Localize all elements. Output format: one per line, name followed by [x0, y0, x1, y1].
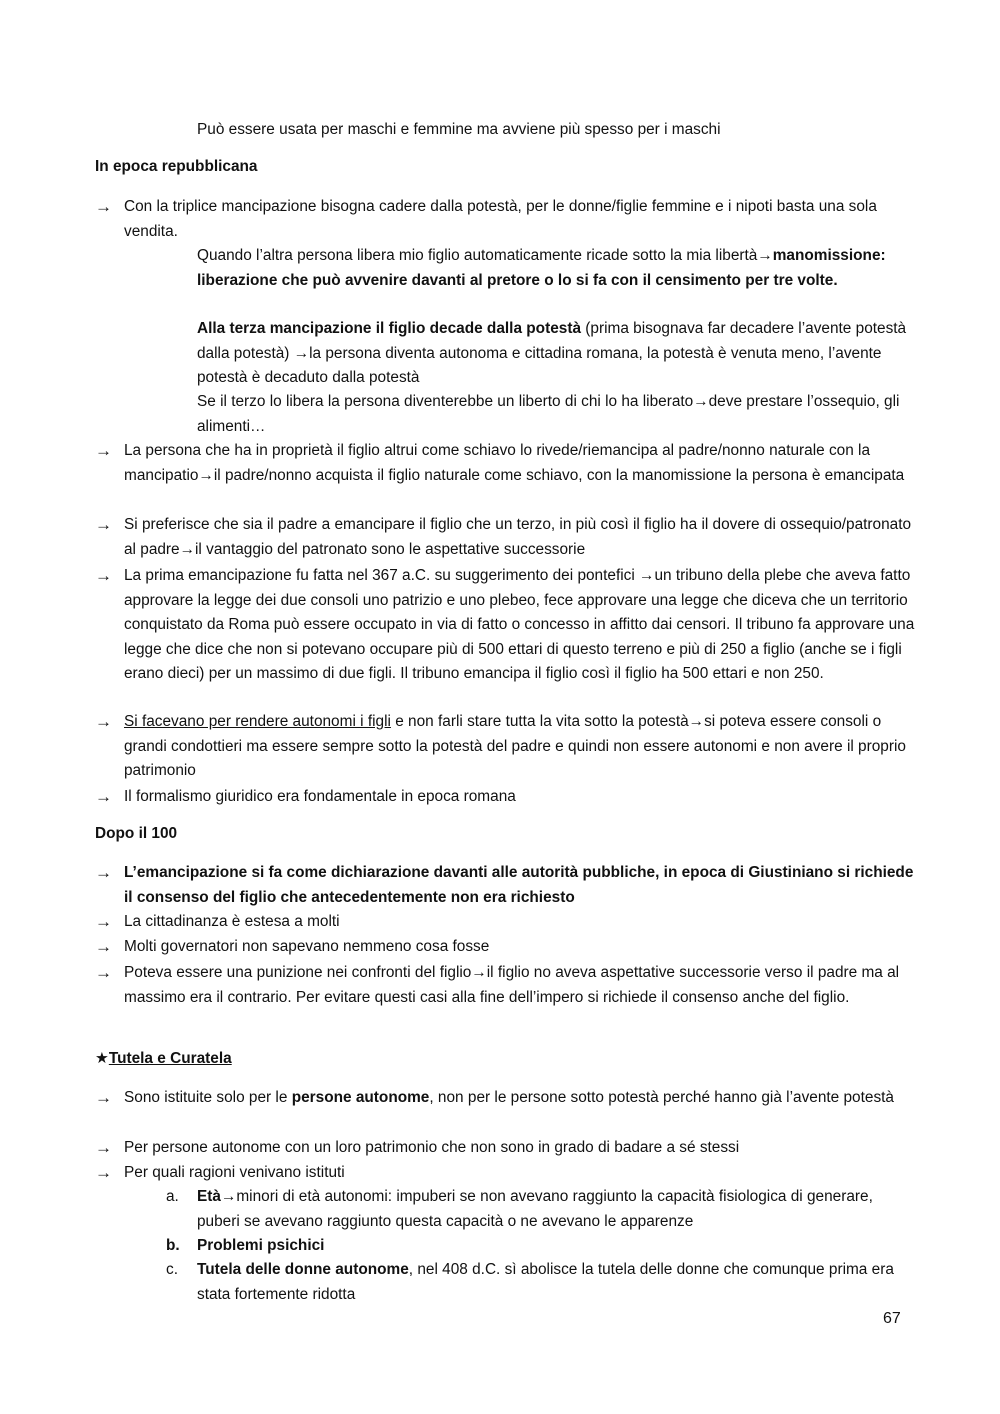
list-item-text: Si facevano per rendere autonomi i figli e non farli stare tutta la vita sotto la potestà→si poteva essere consoli o grandi condottieri ma essere sempre sotto la potestà del padre e quindi non essere autonomi e non avere il proprio patrimonio	[124, 713, 906, 779]
list-item	[95, 710, 915, 784]
list-item	[95, 961, 915, 1010]
arrow-bullet-icon: →	[95, 963, 112, 982]
arrow-bullet-icon: →	[95, 1138, 112, 1157]
list-item	[95, 785, 915, 810]
list-item-text: Con la triplice mancipazione bisogna cadere dalla potestà, per le donne/figlie femmine e i nipoti basta una sola vendita.	[124, 198, 877, 240]
intro-line: Può essere usata per maschi e femmine ma avviene più spesso per i maschi	[197, 121, 721, 138]
list-item	[95, 910, 915, 935]
section-heading-dopo-100: Dopo il 100	[95, 825, 178, 842]
page-number: 67	[883, 1310, 901, 1327]
section-heading-tutela: ★Tutela e Curatela	[95, 1050, 232, 1067]
arrow-bullet-icon: →	[95, 787, 112, 806]
sub-list-text: Età→minori di età autonomi: impuberi se non avevano raggiunto la capacità fisiologica di generare, puberi se avevano raggiunto questa capacità o ne avevano le apparenze	[197, 1188, 873, 1230]
sub-list-label: a.	[166, 1188, 179, 1205]
arrow-icon: →	[198, 466, 214, 484]
list-item	[95, 1086, 915, 1111]
sub-list-item-c	[166, 1258, 916, 1307]
section-heading-repubblicana: In epoca repubblicana	[95, 158, 258, 175]
star-icon: ★	[95, 1050, 109, 1067]
list-item	[95, 195, 915, 244]
list-item-text: La prima emancipazione fu fatta nel 367 a.C. su suggerimento dei pontefici →un tribuno della plebe che aveva fatto approvare la legge dei due consoli uno patrizio e uno plebeo, fece approvare una legge che diceva che un territorio conquistato da Roma può essere occupato in via di fatto o concesso in affitto dai censori. Il tribuno fa approvare una legge che dice che non si potevano occupare più di 500 ettari di questo terreno e più di 250 a figlio (anche se i figli erano dieci) per un massimo di due figli. Il tribuno emancipa il figlio così il figlio ha 500 ettari e non 250.	[124, 567, 915, 682]
arrow-icon: →	[293, 344, 310, 362]
sub-list-label: c.	[166, 1261, 178, 1278]
list-item-text: Sono istituite solo per le persone autonome, non per le persone sotto potestà perché hanno già l’avente potestà	[124, 1089, 894, 1106]
list-item	[95, 861, 915, 910]
list-item-text: La persona che ha in proprietà il figlio altrui come schiavo lo rivede/riemancipa al padre/nonno naturale con la mancipatio→il padre/nonno acquista il figlio naturale come schiavo, con la manomissione la persona è emancipata	[124, 442, 905, 484]
arrow-bullet-icon: →	[95, 441, 112, 460]
arrow-bullet-icon: →	[95, 863, 112, 882]
list-item	[95, 1161, 915, 1186]
indented-paragraph: Alla terza mancipazione il figlio decade dalla potestà (prima bisognava far decadere l’avente potestà dalla potestà) →la persona diventa autonoma e cittadina romana, la potestà è venuta meno, l’avente potestà è decaduto dalla potestà	[197, 320, 907, 386]
arrow-icon: →	[179, 540, 196, 558]
arrow-bullet-icon: →	[95, 1088, 112, 1107]
sub-list-text: Problemi psichici	[197, 1237, 325, 1254]
indented-paragraph: Quando l’altra persona libera mio figlio automaticamente ricade sotto la mia libertà→manomissione: liberazione che può avvenire davanti al pretore o lo si fa con il censimento per tre volte.	[197, 247, 886, 289]
list-item	[95, 935, 915, 960]
list-item	[95, 1136, 915, 1161]
arrow-icon: →	[688, 713, 705, 730]
sub-list-label: b.	[166, 1237, 180, 1254]
list-item-text: Per quali ragioni venivano istituti	[124, 1164, 345, 1181]
list-item-text: L’emancipazione si fa come dichiarazione davanti alle autorità pubbliche, in epoca di Giustiniano si richiede il consenso del figlio che antecedentemente non era richiesto	[124, 864, 914, 906]
arrow-icon: →	[693, 393, 709, 410]
arrow-bullet-icon: →	[95, 712, 112, 731]
arrow-icon: →	[220, 1188, 237, 1205]
sub-list-text: Tutela delle donne autonome, nel 408 d.C. sì abolisce la tutela delle donne che comunque prima era stata fortemente ridotta	[197, 1261, 894, 1303]
list-item-text: Si preferisce che sia il padre a emancipare il figlio che un terzo, in più così il figlio ha il dovere di ossequio/patronato al padre→il vantaggio del patronato sono le aspettative successorie	[124, 516, 912, 558]
arrow-bullet-icon: →	[95, 1163, 112, 1182]
list-item-text: Molti governatori non sapevano nemmeno cosa fosse	[124, 938, 490, 955]
list-item-text: La cittadinanza è estesa a molti	[124, 913, 340, 930]
list-item-text: Per persone autonome con un loro patrimonio che non sono in grado di badare a sé stessi	[124, 1139, 740, 1156]
arrow-bullet-icon: →	[95, 515, 112, 534]
arrow-icon: →	[639, 567, 655, 584]
arrow-bullet-icon: →	[95, 912, 112, 931]
list-item	[95, 439, 915, 488]
indented-paragraph: Se il terzo lo libera la persona diventerebbe un liberto di chi lo ha liberato→deve prestare l’ossequio, gli alimenti…	[197, 393, 900, 435]
arrow-bullet-icon: →	[95, 197, 112, 216]
arrow-icon: →	[471, 964, 487, 981]
arrow-bullet-icon: →	[95, 566, 112, 585]
sub-list-item-b	[166, 1234, 916, 1259]
list-item-text: Poteva essere una punizione nei confronti del figlio→il figlio no aveva aspettative successorie verso il padre ma al massimo era il contrario. Per evitare questi casi alla fine dell’impero si richiede il consenso anche del figlio.	[124, 964, 900, 1006]
list-item	[95, 564, 915, 687]
list-item-text: Il formalismo giuridico era fondamentale in epoca romana	[124, 788, 516, 805]
sub-list-item-a	[166, 1185, 916, 1234]
list-item	[95, 513, 915, 562]
arrow-icon: →	[757, 247, 773, 264]
arrow-bullet-icon: →	[95, 937, 112, 956]
